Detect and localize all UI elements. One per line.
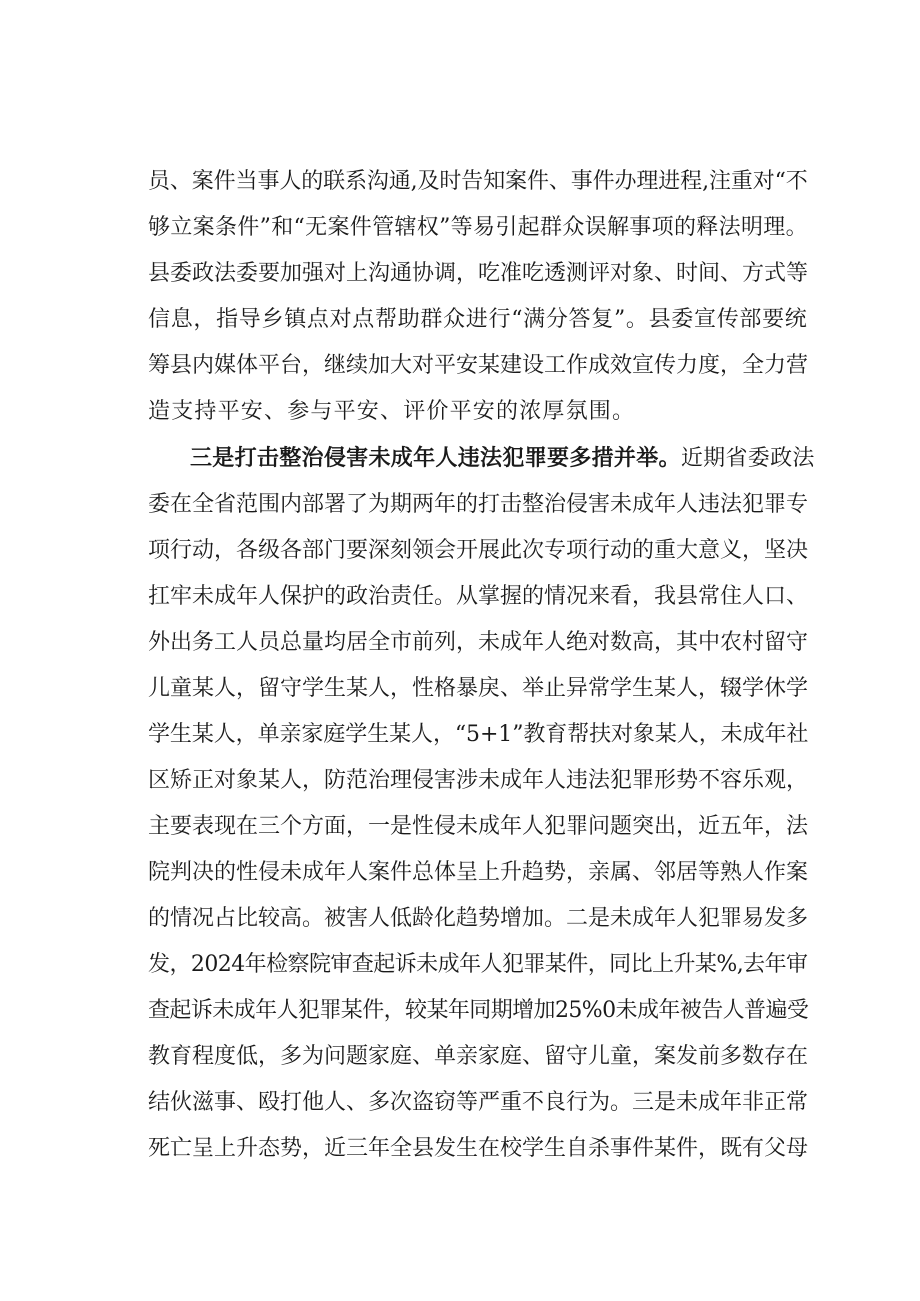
- paragraph-2-line-12: 发，2024年检察院审查起诉未成年人犯罪某件，同比上升某%,去年审: [148, 952, 808, 977]
- paragraph-2-line-10: 院判决的性侵未成年人案件总体呈上升趋势，亲属、邻居等熟人作案: [148, 860, 809, 885]
- paragraph-2-line-13: 查起诉未成年人犯罪某件，较某年同期增加25%0未成年被告人普遍受: [148, 998, 809, 1023]
- paragraph-2-line-14: 教育程度低，多为问题家庭、单亲家庭、留守儿童，案发前多数存在: [148, 1044, 809, 1069]
- paragraph-2-line-5: 外出务工人员总量均居全市前列，未成年人绝对数高，其中农村留守: [148, 630, 809, 655]
- paragraph-2-line-11: 的情况占比较高。被害人低龄化趋势增加。二是未成年人犯罪易发多: [148, 906, 809, 931]
- paragraph-2-line-3: 项行动，各级各部门要深刻领会开展此次专项行动的重大意义，坚决: [148, 538, 809, 563]
- paragraph-1-line-1: 员、案件当事人的联系沟通,及时告知案件、事件办理进程,注重对“不: [148, 169, 808, 194]
- paragraph-2-line-1: [190, 444, 815, 474]
- paragraph-2-line-1-rest: 近期省委政法: [680, 446, 815, 471]
- paragraph-1-line-2: 够立案条件”和“无案件管辖权”等易引起群众误解事项的释法明理。: [148, 215, 808, 240]
- paragraph-2-line-6: 儿童某人，留守学生某人，性格暴戾、举止异常学生某人，辍学休学: [148, 676, 809, 701]
- paragraph-2-line-4: 扛牢未成年人保护的政治责任。从掌握的情况来看，我县常住人口、: [148, 584, 809, 609]
- paragraph-2-line-9: 主要表现在三个方面，一是性侵未成年人犯罪问题突出，近五年，法: [148, 814, 809, 839]
- paragraph-1-line-4: 信息，指导乡镇点对点帮助群众进行“满分答复”。县委宣传部要统: [148, 307, 808, 332]
- paragraph-2-heading: 三是打击整治侵害未成年人违法犯罪要多措并举。: [190, 446, 681, 471]
- paragraph-1-line-6: 造支持平安、参与平安、评价平安的浓厚氛围。: [148, 399, 636, 424]
- paragraph-2-line-8: 区矫正对象某人，防范治理侵害涉未成年人违法犯罪形势不容乐观，: [148, 768, 809, 793]
- paragraph-2-line-15: 结伙滋事、殴打他人、多次盗窃等严重不良行为。三是未成年非正常: [148, 1090, 809, 1115]
- paragraph-2-line-7: 学生某人，单亲家庭学生某人，“5+1”教育帮扶对象某人，未成年社: [148, 722, 809, 747]
- paragraph-2-line-16: 死亡呈上升态势，近三年全县发生在校学生自杀事件某件，既有父母: [148, 1136, 809, 1161]
- paragraph-1-line-5: 筹县内媒体平台，继续加大对平安某建设工作成效宣传力度，全力营: [148, 353, 809, 378]
- paragraph-2-line-2: 委在全省范围内部署了为期两年的打击整治侵害未成年人违法犯罪专: [148, 492, 809, 517]
- paragraph-1-line-3: 县委政法委要加强对上沟通协调，吃准吃透测评对象、时间、方式等: [148, 261, 809, 286]
